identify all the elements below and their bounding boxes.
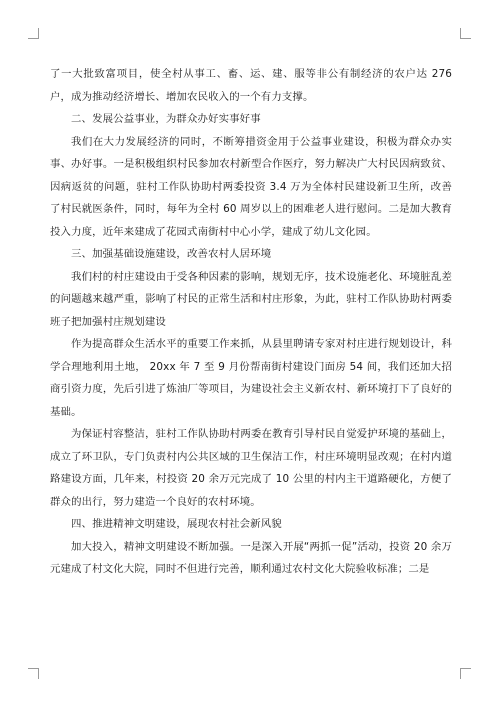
document-body — [50, 63, 452, 581]
paragraph-continued: 了一大批致富项目，使全村从事工、畜、运、建、服等非公有制经济的农户达 276 户，成为推动经济增长、增加农民收入的一个有力支撑。 — [50, 68, 452, 103]
crop-mark-top-right — [460, 28, 471, 39]
paragraph-public-welfare: 我们在大力发展经济的同时，不断筹措资金用于公益事业建设，积极为群众办实事、办好事。一是积极组织村民参加农村新型合作医疗，努力解决广大村民因病致贫、因病返贫的问题，驻村工作队协助村两委投资 3.4 万为全体村民建设新卫生所，改善了村民就医条件，同时，每年为全村 60 周岁以上的困难老人进行慰问。二是加大教育投入力度，近年来建成了花园式南街村中心小学，建成了幼儿文化园。 — [50, 135, 452, 238]
section-heading-2: 二、发展公益事业，为群众办好实事好事 — [71, 113, 261, 125]
crop-mark-bottom-right — [460, 668, 471, 679]
crop-mark-bottom-left — [28, 668, 39, 679]
paragraph-village-planning: 我们村的村庄建设由于受各种因素的影响，规划无序，技术设施老化、环境脏乱差的问题越来越严重，影响了村民的正常生活和村庄形象，为此，驻村工作队协助村两委班子把加强村庄规划建设 — [50, 270, 452, 328]
paragraph-environment: 为保证村容整洁，驻村工作队协助村两委在教育引导村民自觉爱护环境的基础上，成立了环卫队，专门负责村内公共区域的卫生保洁工作，村庄环境明显改观；在村内道路建设方面，几年来，村投资 20 余万元完成了 10 公里的村内主干道路硬化，方便了群众的出行，努力建造一个良好的农村环境。 — [50, 428, 452, 508]
section-heading-4: 四、推进精神文明建设，展现农村社会新风貌 — [71, 518, 282, 530]
section-heading-3: 三、加强基础设施建设，改善农村人居环境 — [71, 248, 272, 260]
crop-mark-top-left — [28, 28, 39, 39]
paragraph-spiritual-civilization: 加大投入，精神文明建设不断加强。一是深入开展“两抓一促”活动，投资 20 余万元建成了村文化大院，同时不但进行完善，顺利通过农村文化大院验收标准；二是 — [50, 540, 452, 575]
paragraph-planning-design: 作为提高群众生活水平的重要工作来抓，从县里聘请专家对村庄进行规划设计，科学合理地利用土地， 20xx 年 7 至 9 月份帮南街村建设门面房 54 间，我们还加大招商引资力度，先后引进了炼油厂等项目，为建设社会主义新农村、新环境打下了良好的基础。 — [50, 338, 452, 418]
